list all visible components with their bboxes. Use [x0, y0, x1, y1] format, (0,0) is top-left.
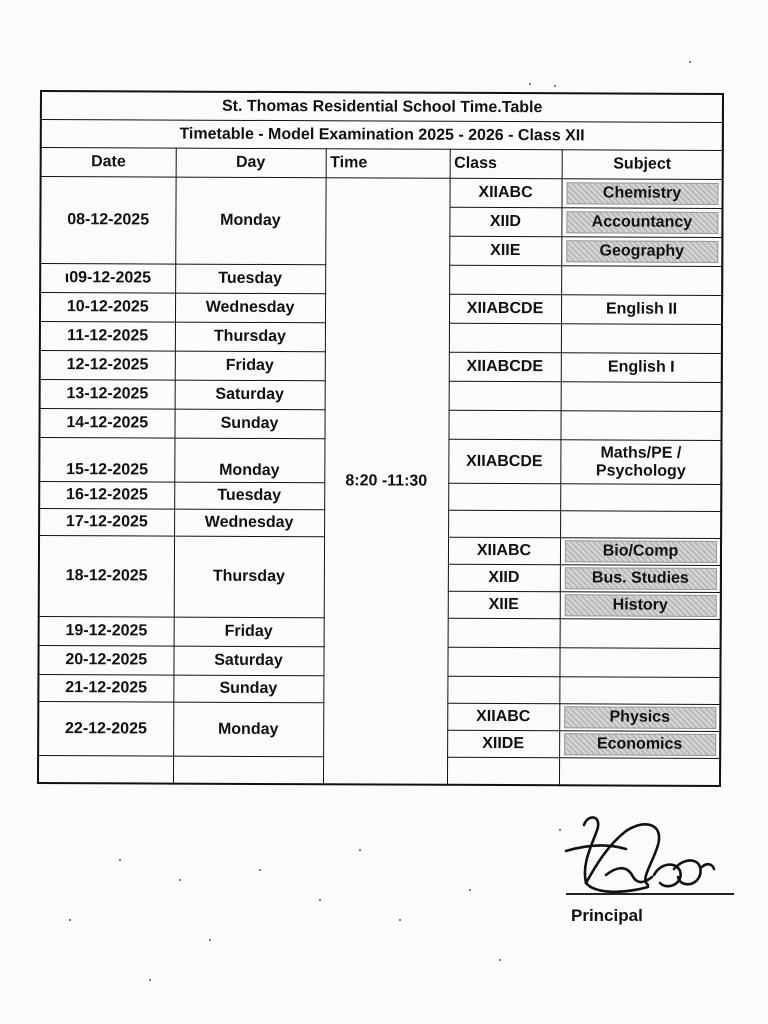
header-row [41, 148, 723, 180]
title-row [41, 91, 723, 122]
class-cell [449, 265, 561, 294]
subject-cell [561, 382, 722, 412]
subject-cell [561, 179, 722, 209]
class-cell [449, 381, 561, 410]
class-cell: XIIDE [447, 730, 559, 757]
day-cell: Wednesday [174, 509, 324, 537]
day-cell: Tuesday [175, 264, 325, 294]
principal-label: Principal [571, 906, 643, 925]
subject-label: Economics [564, 733, 716, 755]
subject-line-1: Maths/PE / [600, 444, 682, 462]
date-cell: 16-12-2025 [39, 482, 174, 510]
subject-cell [559, 677, 720, 705]
class-cell [447, 676, 559, 703]
subject-label: History [564, 594, 716, 616]
school-title: St. Thomas Residential School Time.Table [41, 91, 723, 122]
header-time: Time [326, 149, 450, 179]
day-cell: Monday [174, 438, 324, 483]
class-cell: XIIABCDE [449, 294, 561, 323]
day-cell: Thursday [175, 322, 325, 352]
subject-cell [561, 237, 722, 267]
class-cell: XIID [449, 207, 561, 236]
class-cell [448, 410, 560, 439]
date-cell: 20-12-2025 [38, 645, 173, 675]
subject-cell [561, 208, 722, 238]
subject-cell [560, 619, 721, 649]
class-cell: XIIABCDE [448, 439, 560, 483]
day-cell: Sunday [173, 675, 323, 703]
day-cell: Monday [175, 177, 325, 265]
subject-label: Bus. Studies [564, 567, 716, 589]
day-cell: Wednesday [175, 293, 325, 323]
date-cell: 17-12-2025 [39, 509, 174, 537]
day-cell: Friday [175, 351, 325, 381]
subject-label: Chemistry [566, 182, 718, 204]
class-cell: XIIABC [448, 537, 560, 564]
subject-cell: English II [561, 295, 722, 325]
empty-cell [447, 757, 559, 785]
class-cell [448, 510, 560, 537]
subject-cell: English I [561, 353, 722, 383]
subject-cell [560, 484, 721, 512]
date-cell: 11-12-2025 [40, 322, 175, 352]
subject-cell [560, 592, 721, 620]
timetable-sheet [37, 90, 722, 787]
subject-cell [559, 731, 720, 759]
class-cell [449, 323, 561, 352]
class-cell [448, 483, 560, 510]
subject-label: Bio/Comp [564, 540, 716, 562]
date-cell: 14-12-2025 [39, 409, 174, 439]
date-cell: 08-12-2025 [40, 177, 175, 265]
subject-cell [560, 440, 721, 485]
date-cell: 22-12-2025 [38, 701, 173, 756]
subject-line-2: Psychology [595, 461, 686, 480]
exam-title-row [41, 120, 723, 151]
empty-cell [38, 755, 173, 783]
timetable-table [37, 90, 724, 787]
header-day: Day [176, 148, 326, 178]
empty-cell [559, 758, 720, 786]
header-subject: Subject [562, 150, 723, 180]
subject-cell [559, 704, 720, 732]
day-cell: Thursday [174, 536, 324, 618]
day-cell: Saturday [175, 380, 325, 410]
subject-label: Physics [564, 706, 716, 728]
time-cell: 8:20 -11:30 [323, 178, 450, 785]
subject-cell [560, 565, 721, 593]
day-cell: Tuesday [174, 482, 324, 510]
exam-title: Timetable - Model Examination 2025 - 2026 - Class XII [41, 120, 723, 151]
empty-cell [173, 756, 323, 784]
class-cell: XIIE [448, 591, 560, 618]
date-cell: 18-12-2025 [39, 536, 174, 618]
table-row [40, 177, 722, 209]
date-cell: 10-12-2025 [40, 293, 175, 323]
header-date: Date [41, 148, 176, 178]
subject-cell [561, 266, 722, 296]
subject-cell [560, 538, 721, 566]
class-cell [447, 647, 559, 676]
subject-label: Accountancy [566, 211, 718, 233]
date-cell: 15-12-2025 [39, 438, 174, 483]
subject-cell [560, 411, 721, 441]
subject-label: Geography [566, 240, 718, 262]
date-cell: ι09-12-2025 [40, 264, 175, 294]
subject-cell [559, 648, 720, 678]
day-cell: Monday [173, 702, 323, 757]
date-cell: 19-12-2025 [39, 616, 174, 646]
subject-cell [561, 324, 722, 354]
signature-line [566, 893, 734, 895]
date-cell: 12-12-2025 [40, 351, 175, 381]
day-cell: Friday [174, 617, 324, 647]
header-class: Class [450, 149, 562, 178]
subject-cell [560, 511, 721, 539]
class-cell: XIIE [449, 236, 561, 265]
class-cell: XIID [448, 564, 560, 591]
day-cell: Sunday [174, 409, 324, 439]
day-cell: Saturday [173, 646, 323, 676]
date-cell: 21-12-2025 [38, 674, 173, 702]
class-cell: XIIABC [449, 178, 561, 207]
class-cell: XIIABC [447, 703, 559, 730]
class-cell: XIIABCDE [449, 352, 561, 381]
class-cell [448, 618, 560, 647]
date-cell: 13-12-2025 [40, 380, 175, 410]
